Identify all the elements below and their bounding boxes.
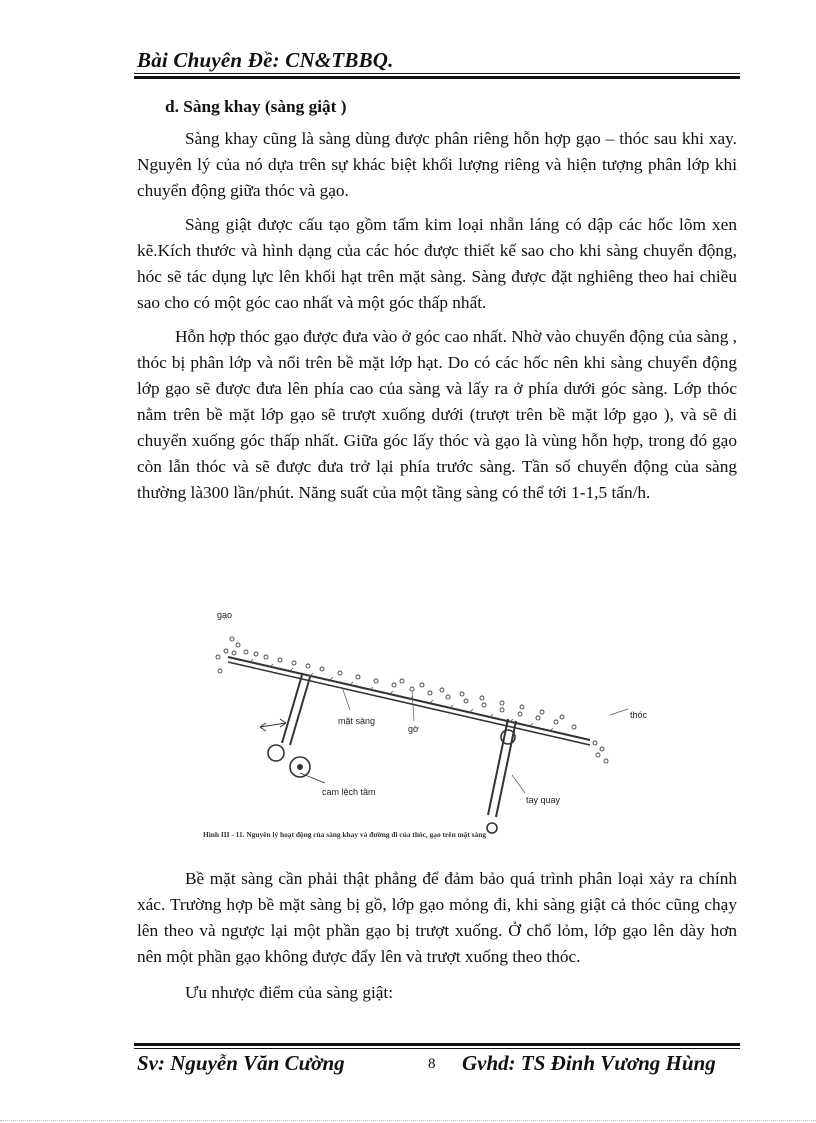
- main-text: [137, 94, 737, 506]
- footer-student: Sv: Nguyễn Văn Cường: [137, 1051, 345, 1075]
- header-rule-thick: [134, 76, 740, 79]
- page-header-title: Bài Chuyên Đề: CN&TBBQ.: [137, 48, 394, 72]
- paragraph-5: Ưu nhược điểm của sàng giật:: [185, 983, 394, 1002]
- label-gao: gạo: [217, 610, 233, 620]
- label-go: gờ: [408, 724, 419, 734]
- paragraph-4: Bề mặt sàng cần phải thật phẳng để đảm bảo quá trình phân loại xảy ra chính xác. Trường hợp bề mặt sàng bị gồ, lớp gạo mỏng đi, khi sàng giật cả thóc cũng chạy lên theo và ngược lại một phần gạo bị trượt xuống. Ở chổ lỏm, lớp gạo lên dày hơn nên một phần gạo không được đẩy lên và trượt xuống theo thóc.: [137, 869, 737, 966]
- right-link-2: [496, 721, 516, 817]
- label-mat-sang: mặt sàng: [338, 716, 376, 726]
- label-tay-quay: tay quay: [526, 795, 561, 805]
- page-bottom-dots: [0, 1120, 816, 1121]
- label-thoc: thóc: [630, 710, 648, 720]
- main-text-2: [137, 866, 737, 1006]
- motion-arrow: [260, 719, 286, 731]
- section-heading: d. Sàng khay (sàng giật ): [165, 97, 347, 116]
- footer-advisor: Gvhd: TS Đinh Vương Hùng: [462, 1051, 716, 1075]
- footer-rule-thin: [134, 1048, 740, 1049]
- header-rule-thin: [134, 73, 740, 74]
- paragraph-1: Sàng khay cũng là sàng dùng được phân riêng hỗn hợp gạo – thóc sau khi xay. Nguyên lý của nó dựa trên sự khác biệt khối lượng riêng và hiện tượng phân lớp khi chuyển động giữa thóc và gạo.: [137, 129, 737, 200]
- crank-pivot: [487, 823, 497, 833]
- paragraph-3: Hỗn hợp thóc gạo được đưa vào ở góc cao nhất. Nhờ vào chuyển động của sàng , thóc bị phân lớp và nổi trên bề mặt lớp hạt. Do có các hốc nên khi sàng chuyển động lớp gạo sẽ được đưa lên phía cao của sàng và lấy ra ở phía dưới góc sàng. Lớp thóc nằm trên bề mặt lớp gạo sẽ trượt xuống dưới (trượt trên bề mặt lớp gạo ), và sẽ di chuyển xuống góc thấp nhất. Giữa góc lấy thóc và gạo là vùng hỗn hợp, trong đó gạo còn lẫn thóc và sẽ được đưa trở lại phía trước sàng. Tần số chuyển động của sàng thường là300 lần/phút. Năng suất của một tầng sàng có thể tới 1-1,5 tấn/h.: [137, 327, 737, 502]
- figure-caption: Hình III - 11. Nguyên lý hoạt động của sàng khay và đường đi của thóc, gạo trên mặt sàng: [203, 830, 487, 839]
- left-link-2: [290, 677, 310, 745]
- page-number: 8: [428, 1056, 436, 1072]
- left-pivot: [268, 745, 284, 761]
- label-cam: cam lệch tâm: [322, 787, 376, 797]
- right-link: [488, 719, 508, 815]
- paragraph-2: Sàng giật được cấu tạo gồm tấm kim loại nhẵn láng có dập các hốc lõm xen kẽ.Kích thước và hình dạng của các hóc được thiết kế sao cho khi sàng chuyển động, hóc sẽ tác dụng lực lên khối hạt trên mặt sàng. Sàng được đặt nghiêng theo hai chiều sao cho có một góc cao nhất và một góc thấp nhất.: [137, 215, 737, 312]
- left-link: [282, 675, 302, 743]
- sieve-diagram: [190, 605, 648, 855]
- footer-rule-thick: [134, 1043, 740, 1046]
